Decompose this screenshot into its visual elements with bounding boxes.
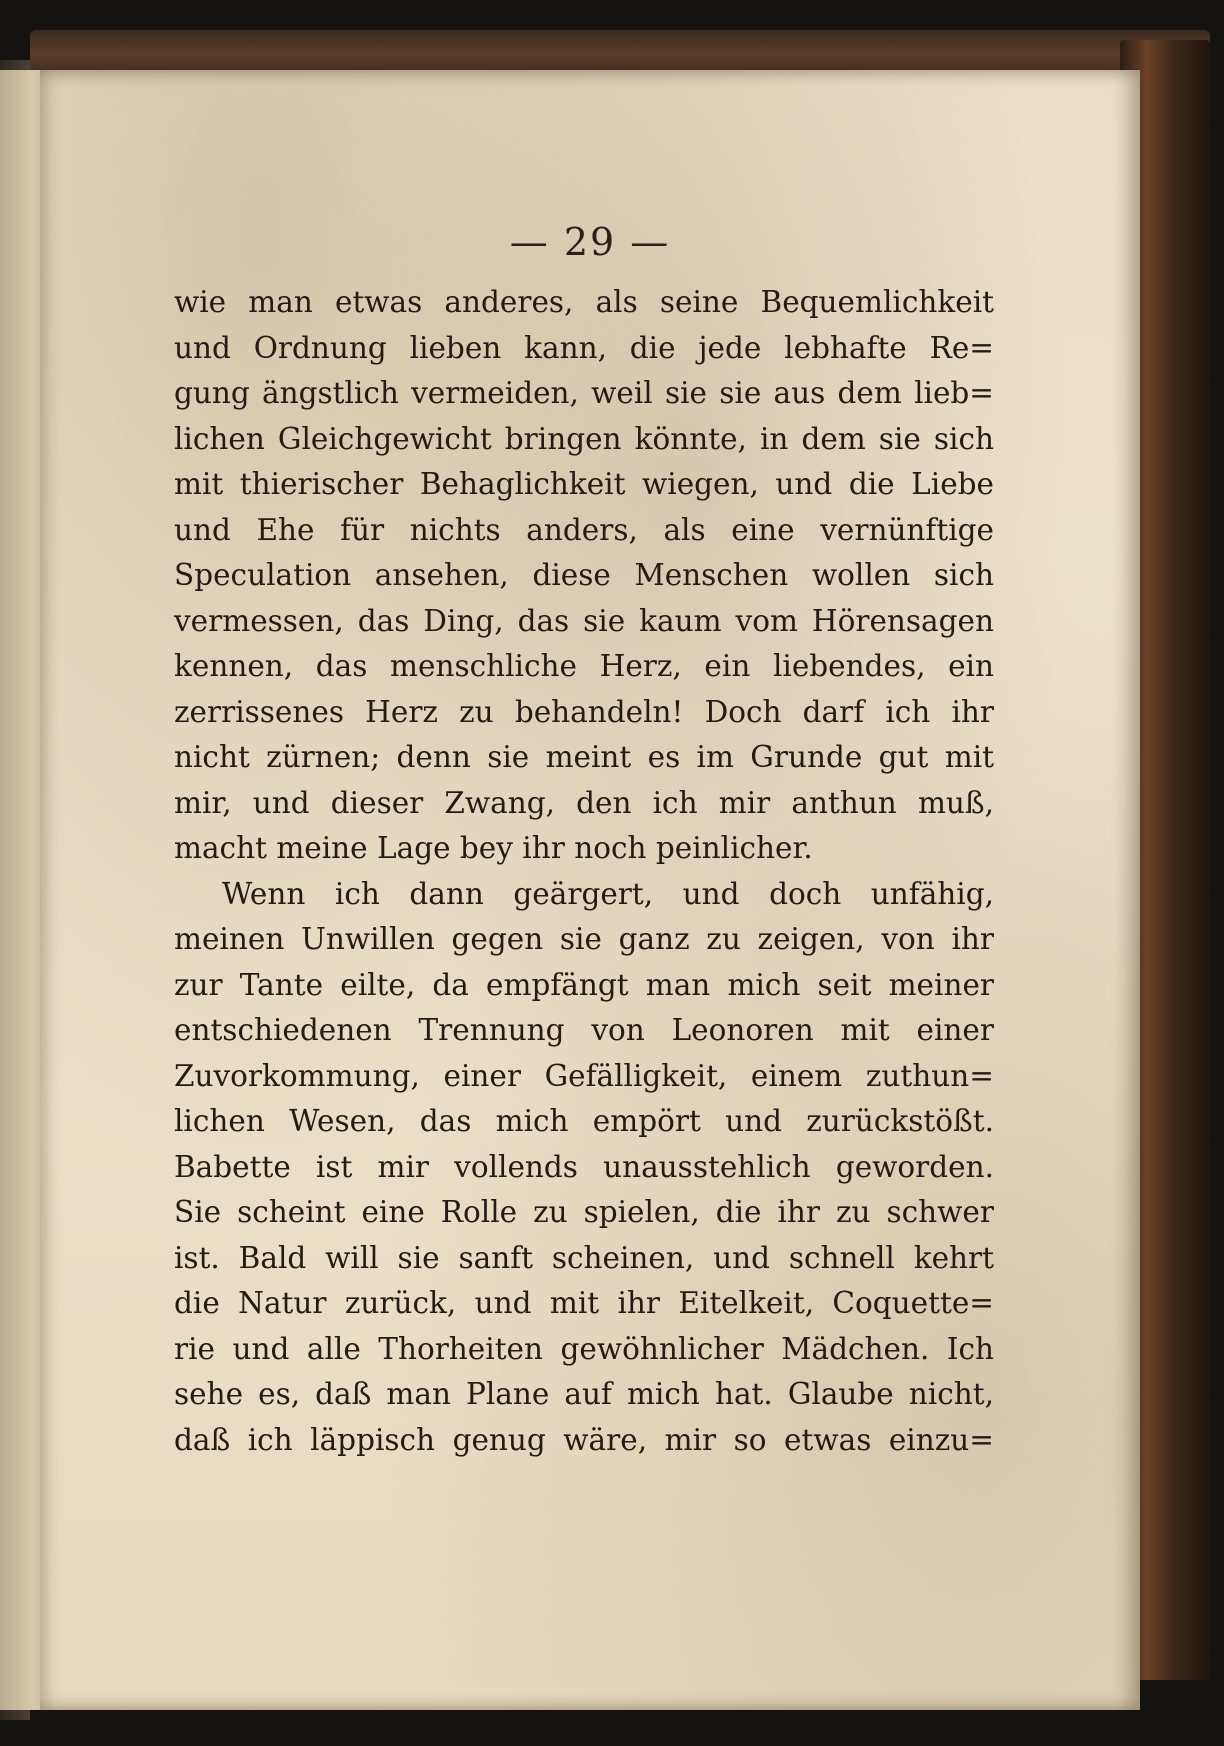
text-line: zerrissenes Herz zu behandeln! Doch darf ich ihr [174, 694, 994, 729]
page-sheet [40, 70, 1140, 1710]
text-line: sehe es, daß man Plane auf mich hat. Glaube nicht, [174, 1377, 994, 1411]
text-line: Zuvorkommung, einer Gefälligkeit, einem zuthun= [174, 1058, 994, 1093]
text-line: lichen Wesen, das mich empört und zurückstößt. [174, 1104, 994, 1138]
body-text [174, 280, 994, 1463]
text-line: entschiedenen Trennung von Leonoren mit einer [174, 1013, 994, 1047]
text-line: rie und alle Thorheiten gewöhnlicher Mädchen. Ich [174, 1331, 994, 1366]
text-line: und Ordnung lieben kann, die jede lebhafte Re= [174, 330, 994, 365]
text-line: vermessen, das Ding, das sie kaum vom Hörensagen [174, 603, 994, 638]
text-line: wie man etwas anderes, als seine Bequemlichkeit [174, 285, 994, 319]
text-line: nicht zürnen; denn sie meint es im Grunde gut mit [174, 740, 994, 774]
text-line: ist. Bald will sie sanft scheinen, und schnell kehrt [174, 1240, 994, 1275]
text-line: die Natur zurück, und mit ihr Eitelkeit, Coquette= [174, 1286, 994, 1320]
text-line: mir, und dieser Zwang, den ich mir anthun muß, [174, 785, 994, 820]
text-line: Speculation ansehen, diese Menschen wollen sich [174, 558, 994, 592]
text-line: lichen Gleichgewicht bringen könnte, in dem sie sich [174, 421, 994, 456]
text-line: Babette ist mir vollends unausstehlich geworden. [174, 1149, 994, 1184]
text-line: gung ängstlich vermeiden, weil sie sie aus dem lieb= [174, 376, 994, 410]
text-line: meinen Unwillen gegen sie ganz zu zeigen, von ihr [174, 922, 994, 956]
text-line: und Ehe für nichts anders, als eine vernünftige [174, 512, 994, 547]
text-line: zur Tante eilte, da empfängt man mich seit meiner [174, 967, 994, 1002]
page-number: — 29 — [509, 220, 671, 264]
text-line: Wenn ich dann geärgert, und doch unfähig, [222, 876, 994, 911]
text-line: Sie scheint eine Rolle zu spielen, die ihr zu schwer [174, 1195, 994, 1229]
text-line: mit thierischer Behaglichkeit wiegen, und die Liebe [174, 467, 994, 501]
text-line: macht meine Lage bey ihr noch peinlicher. [174, 831, 813, 865]
text-line: daß ich läppisch genug wäre, mir so etwas einzu= [174, 1422, 994, 1457]
text-line: kennen, das menschliche Herz, ein liebendes, ein [174, 649, 994, 683]
